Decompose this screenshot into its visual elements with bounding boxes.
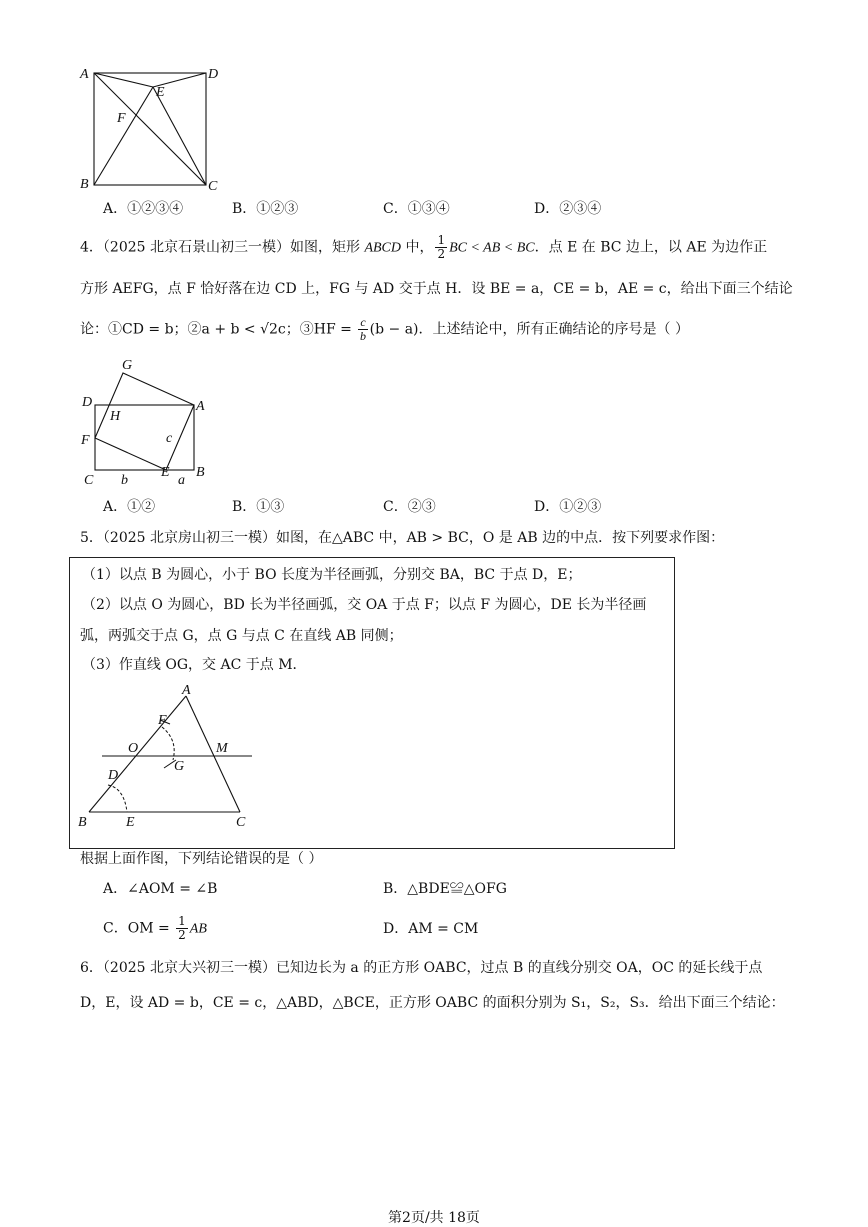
- q5-optc-num: 1: [178, 914, 186, 928]
- q4-line2: 方形 AEFG，点 F 恰好落在边 CD 上，FG 与 AD 交于点 H．设 BE = a，CE = b，AE = c，给出下面三个结论: [80, 281, 793, 297]
- q4-frac2-den: b: [359, 329, 366, 343]
- q5-step3: （3）作直线 OG，交 AC 于点 M．: [82, 657, 307, 673]
- label-D: D: [208, 67, 219, 82]
- label-G: G: [122, 358, 133, 373]
- label-D: D: [82, 395, 93, 410]
- label-b: b: [121, 473, 128, 487]
- label-B: B: [196, 465, 205, 480]
- q4-line1-mid: 中，: [401, 239, 434, 256]
- q4-line3-pre: 论：①CD = b；②a + b < √2c；③HF =: [80, 321, 357, 338]
- q4-option-d: D．①②③: [534, 499, 602, 515]
- q5-option-d: D．AM = CM: [383, 921, 479, 937]
- label-A: A: [80, 67, 89, 82]
- label-E: E: [156, 85, 165, 100]
- q6-line2: D，E，设 AD = b，CE = c，△ABD，△BCE，正方形 OABC 的面积分别为 S₁，S₂，S₃．给出下面三个结论：: [80, 995, 785, 1011]
- label-M: M: [216, 741, 228, 756]
- label-C: C: [208, 179, 218, 194]
- q3-option-d: D．②③④: [534, 201, 602, 217]
- q5-optc-pre: C．OM =: [103, 920, 175, 937]
- q4-line1-pre: 4．（2025 北京石景山初三一模）如图，矩形: [80, 239, 365, 256]
- q5-step2a: （2）以点 O 为圆心，BD 长为半径画弧，交 OA 于点 F；以点 F 为圆心，DE 长为半径画: [82, 597, 647, 613]
- q5-step1: （1）以点 B 为圆心，小于 BO 长度为半径画弧，分别交 BA，BC 于点 D，E；: [82, 567, 582, 583]
- q6-line1: 6．（2025 北京大兴初三一模）已知边长为 a 的正方形 OABC，过点 B 的直线分别交 OA，OC 的延长线于点: [80, 960, 763, 976]
- page-footer: 第2页/共 18页: [388, 1210, 480, 1226]
- q4-fraction: [435, 234, 447, 261]
- q5-question: 根据上面作图，下列结论错误的是（ ）: [80, 851, 323, 867]
- q5-option-a: A．∠AOM = ∠B: [103, 881, 218, 897]
- q5-option-c: [103, 915, 207, 942]
- q4-frac-num: 1: [437, 233, 446, 247]
- q5-optc-post: AB: [189, 921, 207, 937]
- label-A: A: [196, 399, 205, 414]
- q5-step2b: 弧，两弧交于点 G，点 G 与点 C 在直线 AB 同侧；: [80, 628, 403, 644]
- label-F: F: [81, 433, 90, 448]
- label-D: D: [108, 768, 119, 783]
- label-H: H: [110, 409, 121, 424]
- q4-option-c: C．②③: [383, 499, 436, 515]
- q4-frac2-num: c: [360, 315, 366, 329]
- label-c: c: [166, 431, 173, 446]
- label-O: O: [128, 741, 139, 756]
- q3-option-c: C．①③④: [383, 201, 450, 217]
- q4-abcd: ABCD: [364, 240, 401, 256]
- label-F: F: [158, 713, 167, 728]
- q4-option-a: A．①②: [103, 499, 156, 515]
- q4-fraction2: [358, 316, 367, 343]
- figure-triangle-construction: [74, 680, 264, 835]
- figure-square-abcd: [72, 60, 232, 195]
- q5-optc-den: 2: [178, 928, 186, 942]
- q4-ineq: BC < AB < BC: [449, 240, 535, 256]
- label-E: E: [161, 465, 170, 480]
- q4-option-b: B．①③: [232, 499, 285, 515]
- label-a: a: [178, 473, 185, 487]
- q4-line1-post: ．点 E 在 BC 边上，以 AE 为边作正: [534, 239, 768, 256]
- figure-rectangle-square: [76, 352, 226, 487]
- q3-option-a: A．①②③④: [103, 201, 184, 217]
- q3-option-b: B．①②③: [232, 201, 299, 217]
- label-C: C: [84, 473, 94, 487]
- q5-optc-fraction: [176, 915, 188, 942]
- label-C: C: [236, 815, 246, 830]
- label-B: B: [78, 815, 87, 830]
- label-B: B: [80, 177, 89, 192]
- label-A: A: [182, 683, 191, 698]
- label-G: G: [174, 759, 185, 774]
- q5-line1: 5．（2025 北京房山初三一模）如图，在△ABC 中，AB > BC，O 是 AB 边的中点．按下列要求作图：: [80, 530, 725, 546]
- label-F: F: [117, 111, 126, 126]
- q4-line1: [80, 234, 767, 261]
- label-E: E: [126, 815, 135, 830]
- q4-line3: [80, 316, 689, 343]
- q5-option-b: B．△BDE≌△OFG: [383, 881, 507, 897]
- q4-frac-den: 2: [437, 247, 446, 261]
- q4-line3-post: (b − a)．上述结论中，所有正确结论的序号是（ ）: [369, 321, 689, 338]
